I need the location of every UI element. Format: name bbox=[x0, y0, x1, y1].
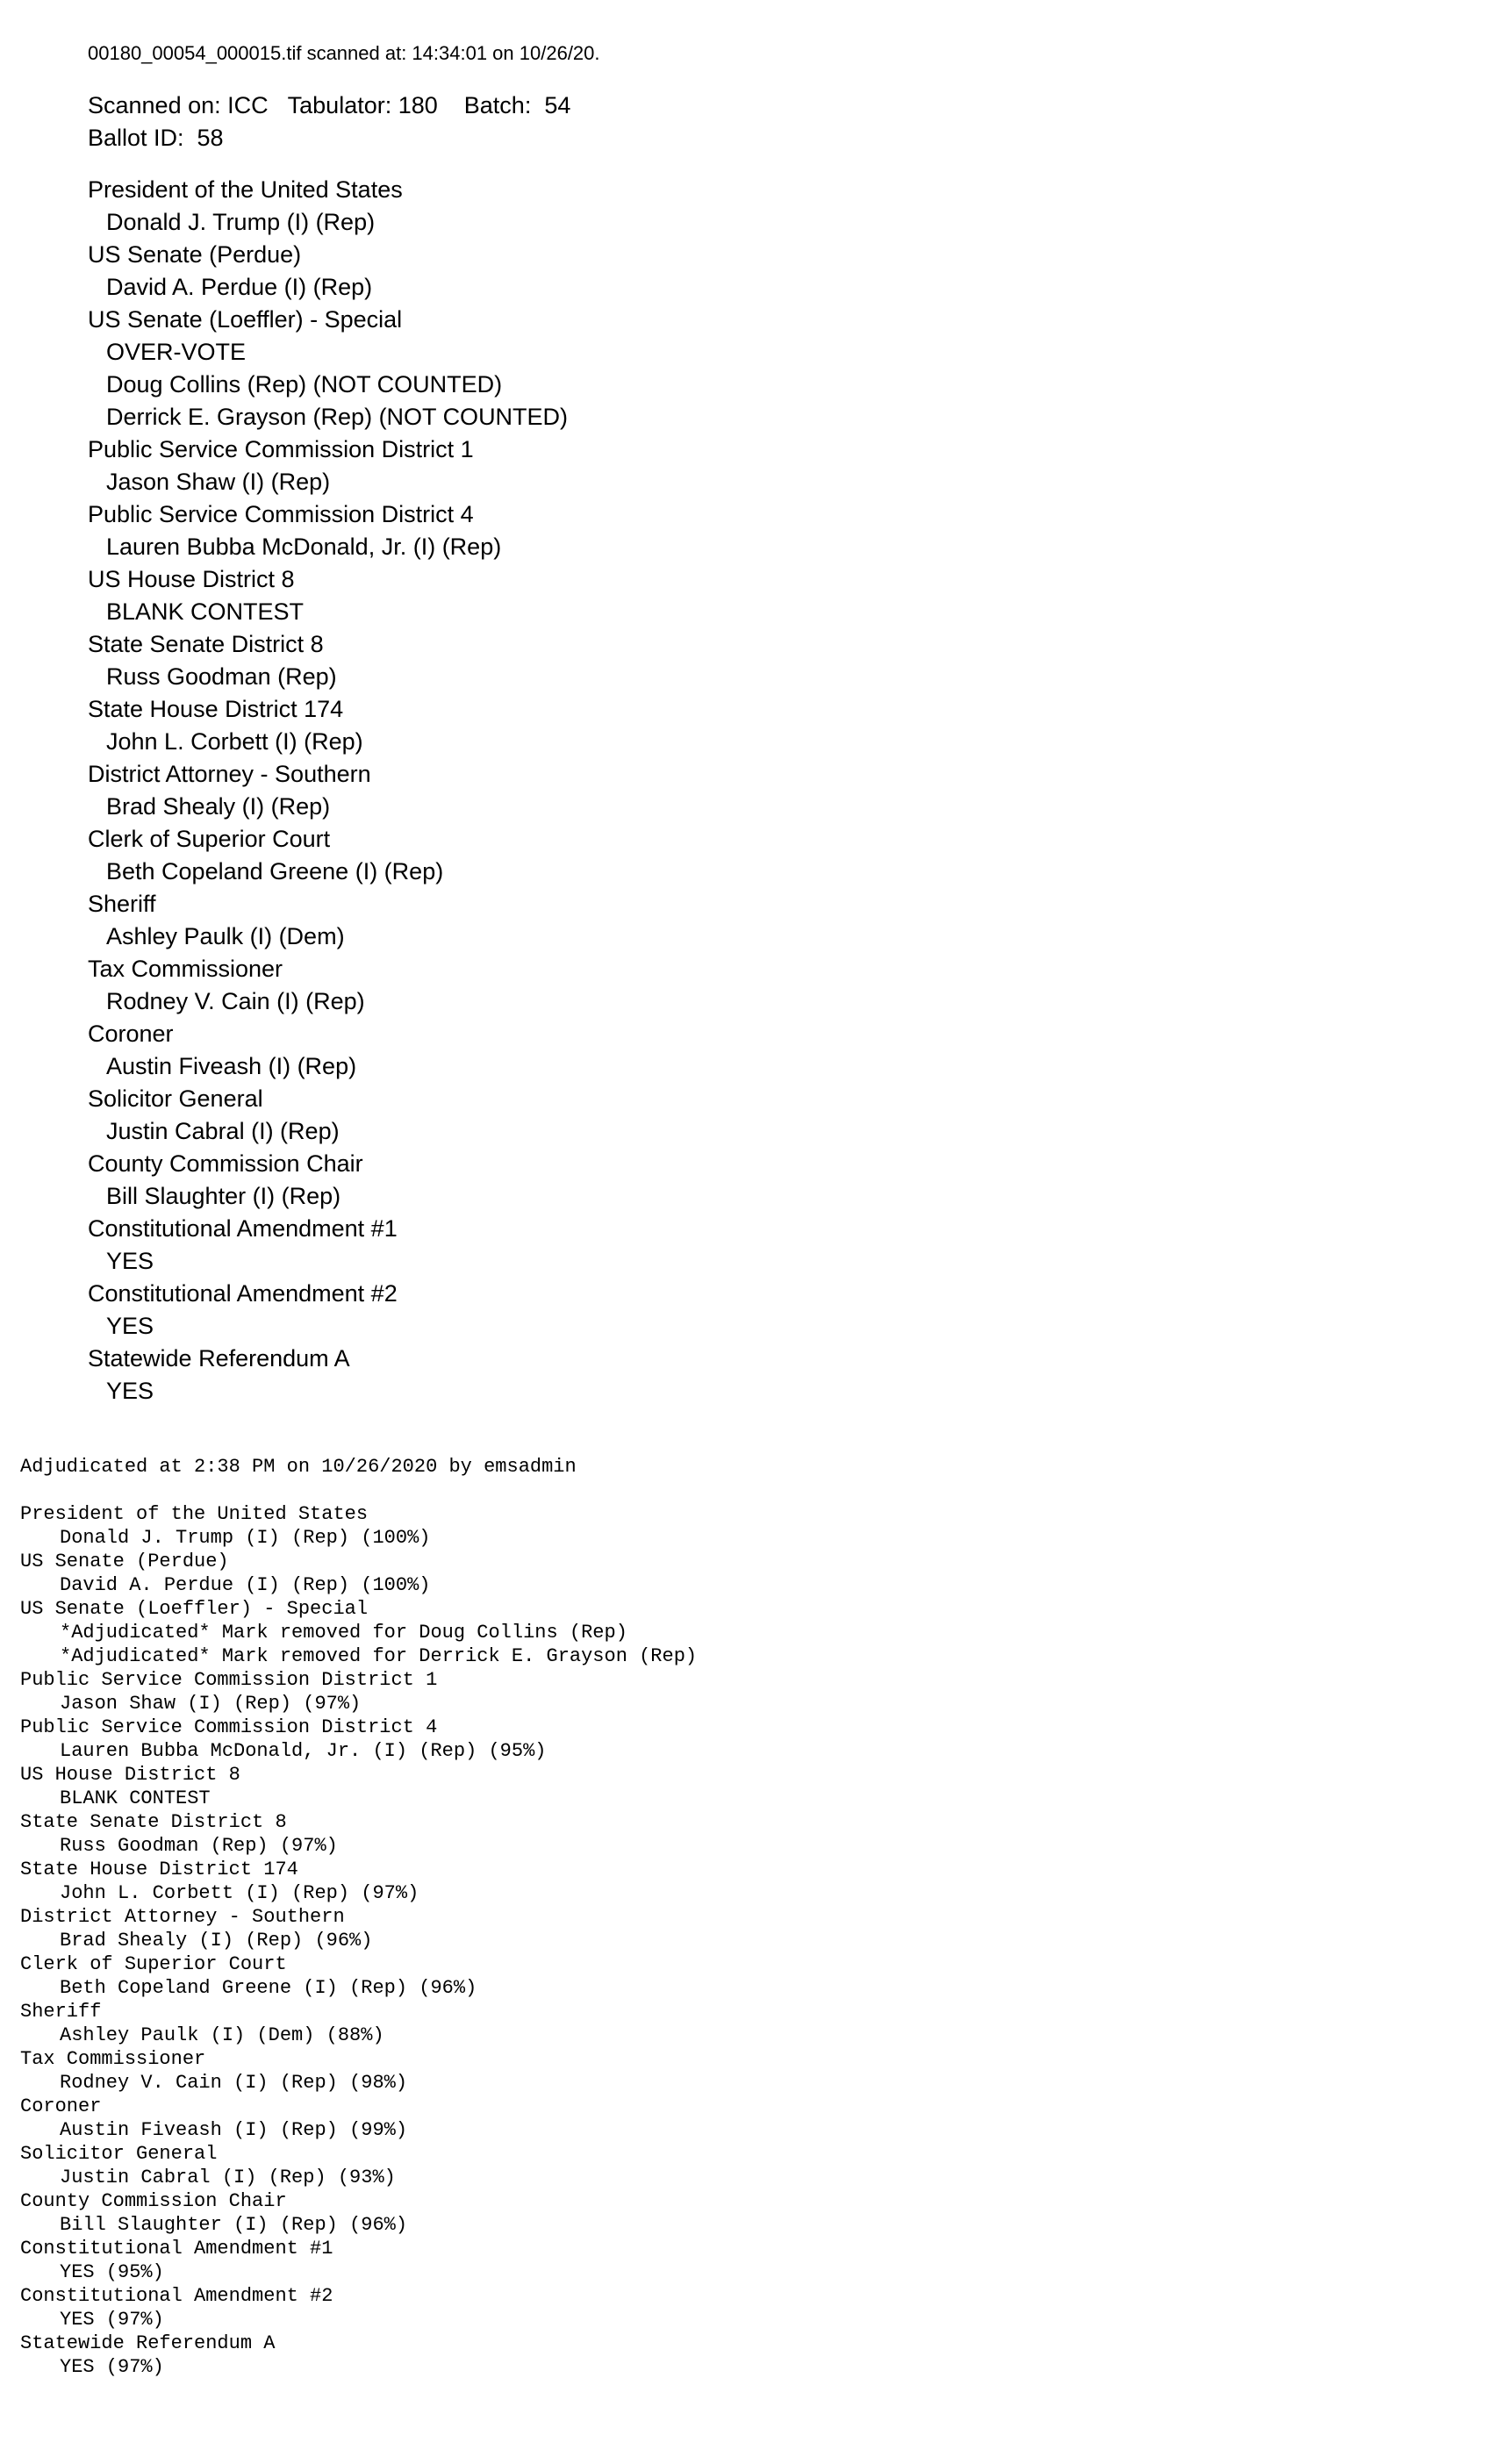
scan-contest-title: Statewide Referendum A bbox=[88, 1345, 350, 1372]
adjudication-contest-title: US House District 8 bbox=[20, 1764, 240, 1786]
adjudication-contest-title: Sheriff bbox=[20, 2001, 102, 2023]
adjudication-contest-title: Constitutional Amendment #2 bbox=[20, 2285, 333, 2307]
adjudication-contest-choice: *Adjudicated* Mark removed for Derrick E. Grayson (Rep) bbox=[60, 1645, 698, 1667]
adjudication-contest-choice: YES (97%) bbox=[60, 2356, 164, 2378]
scan-contest-title: US House District 8 bbox=[88, 566, 295, 592]
scan-contest-choice: Brad Shealy (I) (Rep) bbox=[106, 793, 331, 820]
adjudication-contest-title: President of the United States bbox=[20, 1503, 369, 1525]
scan-contest-choice: YES bbox=[106, 1313, 154, 1339]
scan-contest-choice: Donald J. Trump (I) (Rep) bbox=[106, 209, 376, 235]
adjudication-header: Adjudicated at 2:38 PM on 10/26/2020 by emsadmin bbox=[20, 1456, 577, 1478]
scan-contest-choice: Austin Fiveash (I) (Rep) bbox=[106, 1053, 357, 1079]
adjudication-contest-choice: John L. Corbett (I) (Rep) (97%) bbox=[60, 1882, 419, 1904]
adjudication-contest-title: State Senate District 8 bbox=[20, 1811, 287, 1833]
scan-contest-title: Sheriff bbox=[88, 891, 156, 917]
scan-contest-choice: Doug Collins (Rep) (NOT COUNTED) bbox=[106, 371, 503, 398]
scan-contest-title: County Commission Chair bbox=[88, 1150, 363, 1177]
scan-contest-title: District Attorney - Southern bbox=[88, 761, 371, 787]
scan-contest-choice: YES bbox=[106, 1378, 154, 1404]
scan-contest-title: Clerk of Superior Court bbox=[88, 826, 331, 852]
adjudication-contest-choice: Beth Copeland Greene (I) (Rep) (96%) bbox=[60, 1977, 477, 1999]
ballot-id-line: Ballot ID: 58 bbox=[88, 125, 224, 151]
scan-contest-title: Constitutional Amendment #1 bbox=[88, 1215, 398, 1242]
adjudication-contest-title: Coroner bbox=[20, 2095, 102, 2117]
adjudication-contest-choice: Lauren Bubba McDonald, Jr. (I) (Rep) (95%) bbox=[60, 1740, 547, 1762]
adjudication-contest-choice: BLANK CONTEST bbox=[60, 1787, 211, 1809]
scan-contest-choice: Derrick E. Grayson (Rep) (NOT COUNTED) bbox=[106, 404, 569, 430]
ballot-meta bbox=[88, 90, 600, 154]
adjudication-contest-title: Statewide Referendum A bbox=[20, 2332, 276, 2354]
scan-contest-title: State Senate District 8 bbox=[88, 631, 324, 657]
scan-contest-choice: OVER-VOTE bbox=[106, 339, 247, 365]
adjudication-contest-choice: Russ Goodman (Rep) (97%) bbox=[60, 1835, 338, 1857]
adjudication-section bbox=[20, 1455, 697, 2379]
adjudication-contest-title: State House District 174 bbox=[20, 1859, 298, 1880]
scan-contest-title: Coroner bbox=[88, 1021, 174, 1047]
scan-contest-title: President of the United States bbox=[88, 176, 403, 203]
scan-contest-choice: BLANK CONTEST bbox=[106, 598, 305, 625]
adjudication-contest-choice: YES (95%) bbox=[60, 2261, 164, 2283]
adjudication-contest-choice: Rodney V. Cain (I) (Rep) (98%) bbox=[60, 2072, 408, 2094]
adjudication-contest-choice: Donald J. Trump (I) (Rep) (100%) bbox=[60, 1527, 431, 1549]
scan-contest-title: State House District 174 bbox=[88, 696, 344, 722]
adjudication-contest-choice: YES (97%) bbox=[60, 2309, 164, 2331]
scan-contest-list bbox=[88, 174, 600, 1407]
adjudication-contest-title: Solicitor General bbox=[20, 2143, 218, 2165]
scan-contest-choice: Lauren Bubba McDonald, Jr. (I) (Rep) bbox=[106, 534, 502, 560]
scan-contest-title: Tax Commissioner bbox=[88, 956, 283, 982]
scan-contest-choice: Rodney V. Cain (I) (Rep) bbox=[106, 988, 365, 1014]
adjudication-contest-title: US Senate (Loeffler) - Special bbox=[20, 1598, 369, 1620]
adjudication-contest-title: District Attorney - Southern bbox=[20, 1906, 345, 1928]
adjudication-contest-list bbox=[20, 1502, 697, 2379]
adjudication-contest-choice: Jason Shaw (I) (Rep) (97%) bbox=[60, 1693, 362, 1715]
adjudication-contest-title: Public Service Commission District 1 bbox=[20, 1669, 438, 1691]
scan-contest-title: US Senate (Loeffler) - Special bbox=[88, 306, 403, 333]
scan-contest-choice: YES bbox=[106, 1248, 154, 1274]
adjudication-contest-choice: Justin Cabral (I) (Rep) (93%) bbox=[60, 2167, 396, 2188]
scan-contest-title: Public Service Commission District 4 bbox=[88, 501, 474, 527]
scan-contest-choice: Jason Shaw (I) (Rep) bbox=[106, 469, 331, 495]
scanned-on-line: Scanned on: ICC Tabulator: 180 Batch: 54 bbox=[88, 92, 571, 118]
adjudication-contest-title: Constitutional Amendment #1 bbox=[20, 2238, 333, 2260]
adjudication-contest-choice: *Adjudicated* Mark removed for Doug Collins (Rep) bbox=[60, 1622, 627, 1644]
scan-contest-title: Constitutional Amendment #2 bbox=[88, 1280, 398, 1307]
scan-section bbox=[88, 40, 600, 1407]
adjudication-contest-choice: Brad Shealy (I) (Rep) (96%) bbox=[60, 1930, 373, 1952]
scan-contest-choice: Justin Cabral (I) (Rep) bbox=[106, 1118, 340, 1144]
adjudication-contest-choice: Bill Slaughter (I) (Rep) (96%) bbox=[60, 2214, 408, 2236]
scan-contest-title: Solicitor General bbox=[88, 1085, 263, 1112]
adjudication-contest-title: Clerk of Superior Court bbox=[20, 1953, 287, 1975]
adjudication-contest-title: Tax Commissioner bbox=[20, 2048, 206, 2070]
scan-contest-choice: Bill Slaughter (I) (Rep) bbox=[106, 1183, 341, 1209]
scan-contest-title: US Senate (Perdue) bbox=[88, 241, 302, 268]
scan-contest-choice: Russ Goodman (Rep) bbox=[106, 663, 337, 690]
adjudication-contest-choice: Austin Fiveash (I) (Rep) (99%) bbox=[60, 2119, 408, 2141]
adjudication-contest-title: US Senate (Perdue) bbox=[20, 1551, 229, 1572]
scan-contest-title: Public Service Commission District 1 bbox=[88, 436, 474, 462]
scan-header: 00180_00054_000015.tif scanned at: 14:34:01 on 10/26/20. bbox=[88, 42, 600, 64]
adjudication-contest-choice: David A. Perdue (I) (Rep) (100%) bbox=[60, 1574, 431, 1596]
scan-contest-choice: David A. Perdue (I) (Rep) bbox=[106, 274, 373, 300]
scan-contest-choice: Ashley Paulk (I) (Dem) bbox=[106, 923, 345, 949]
adjudication-contest-title: County Commission Chair bbox=[20, 2190, 287, 2212]
scan-contest-choice: John L. Corbett (I) (Rep) bbox=[106, 728, 363, 755]
scan-contest-choice: Beth Copeland Greene (I) (Rep) bbox=[106, 858, 444, 885]
adjudication-contest-title: Public Service Commission District 4 bbox=[20, 1716, 438, 1738]
adjudication-contest-choice: Ashley Paulk (I) (Dem) (88%) bbox=[60, 2024, 384, 2046]
